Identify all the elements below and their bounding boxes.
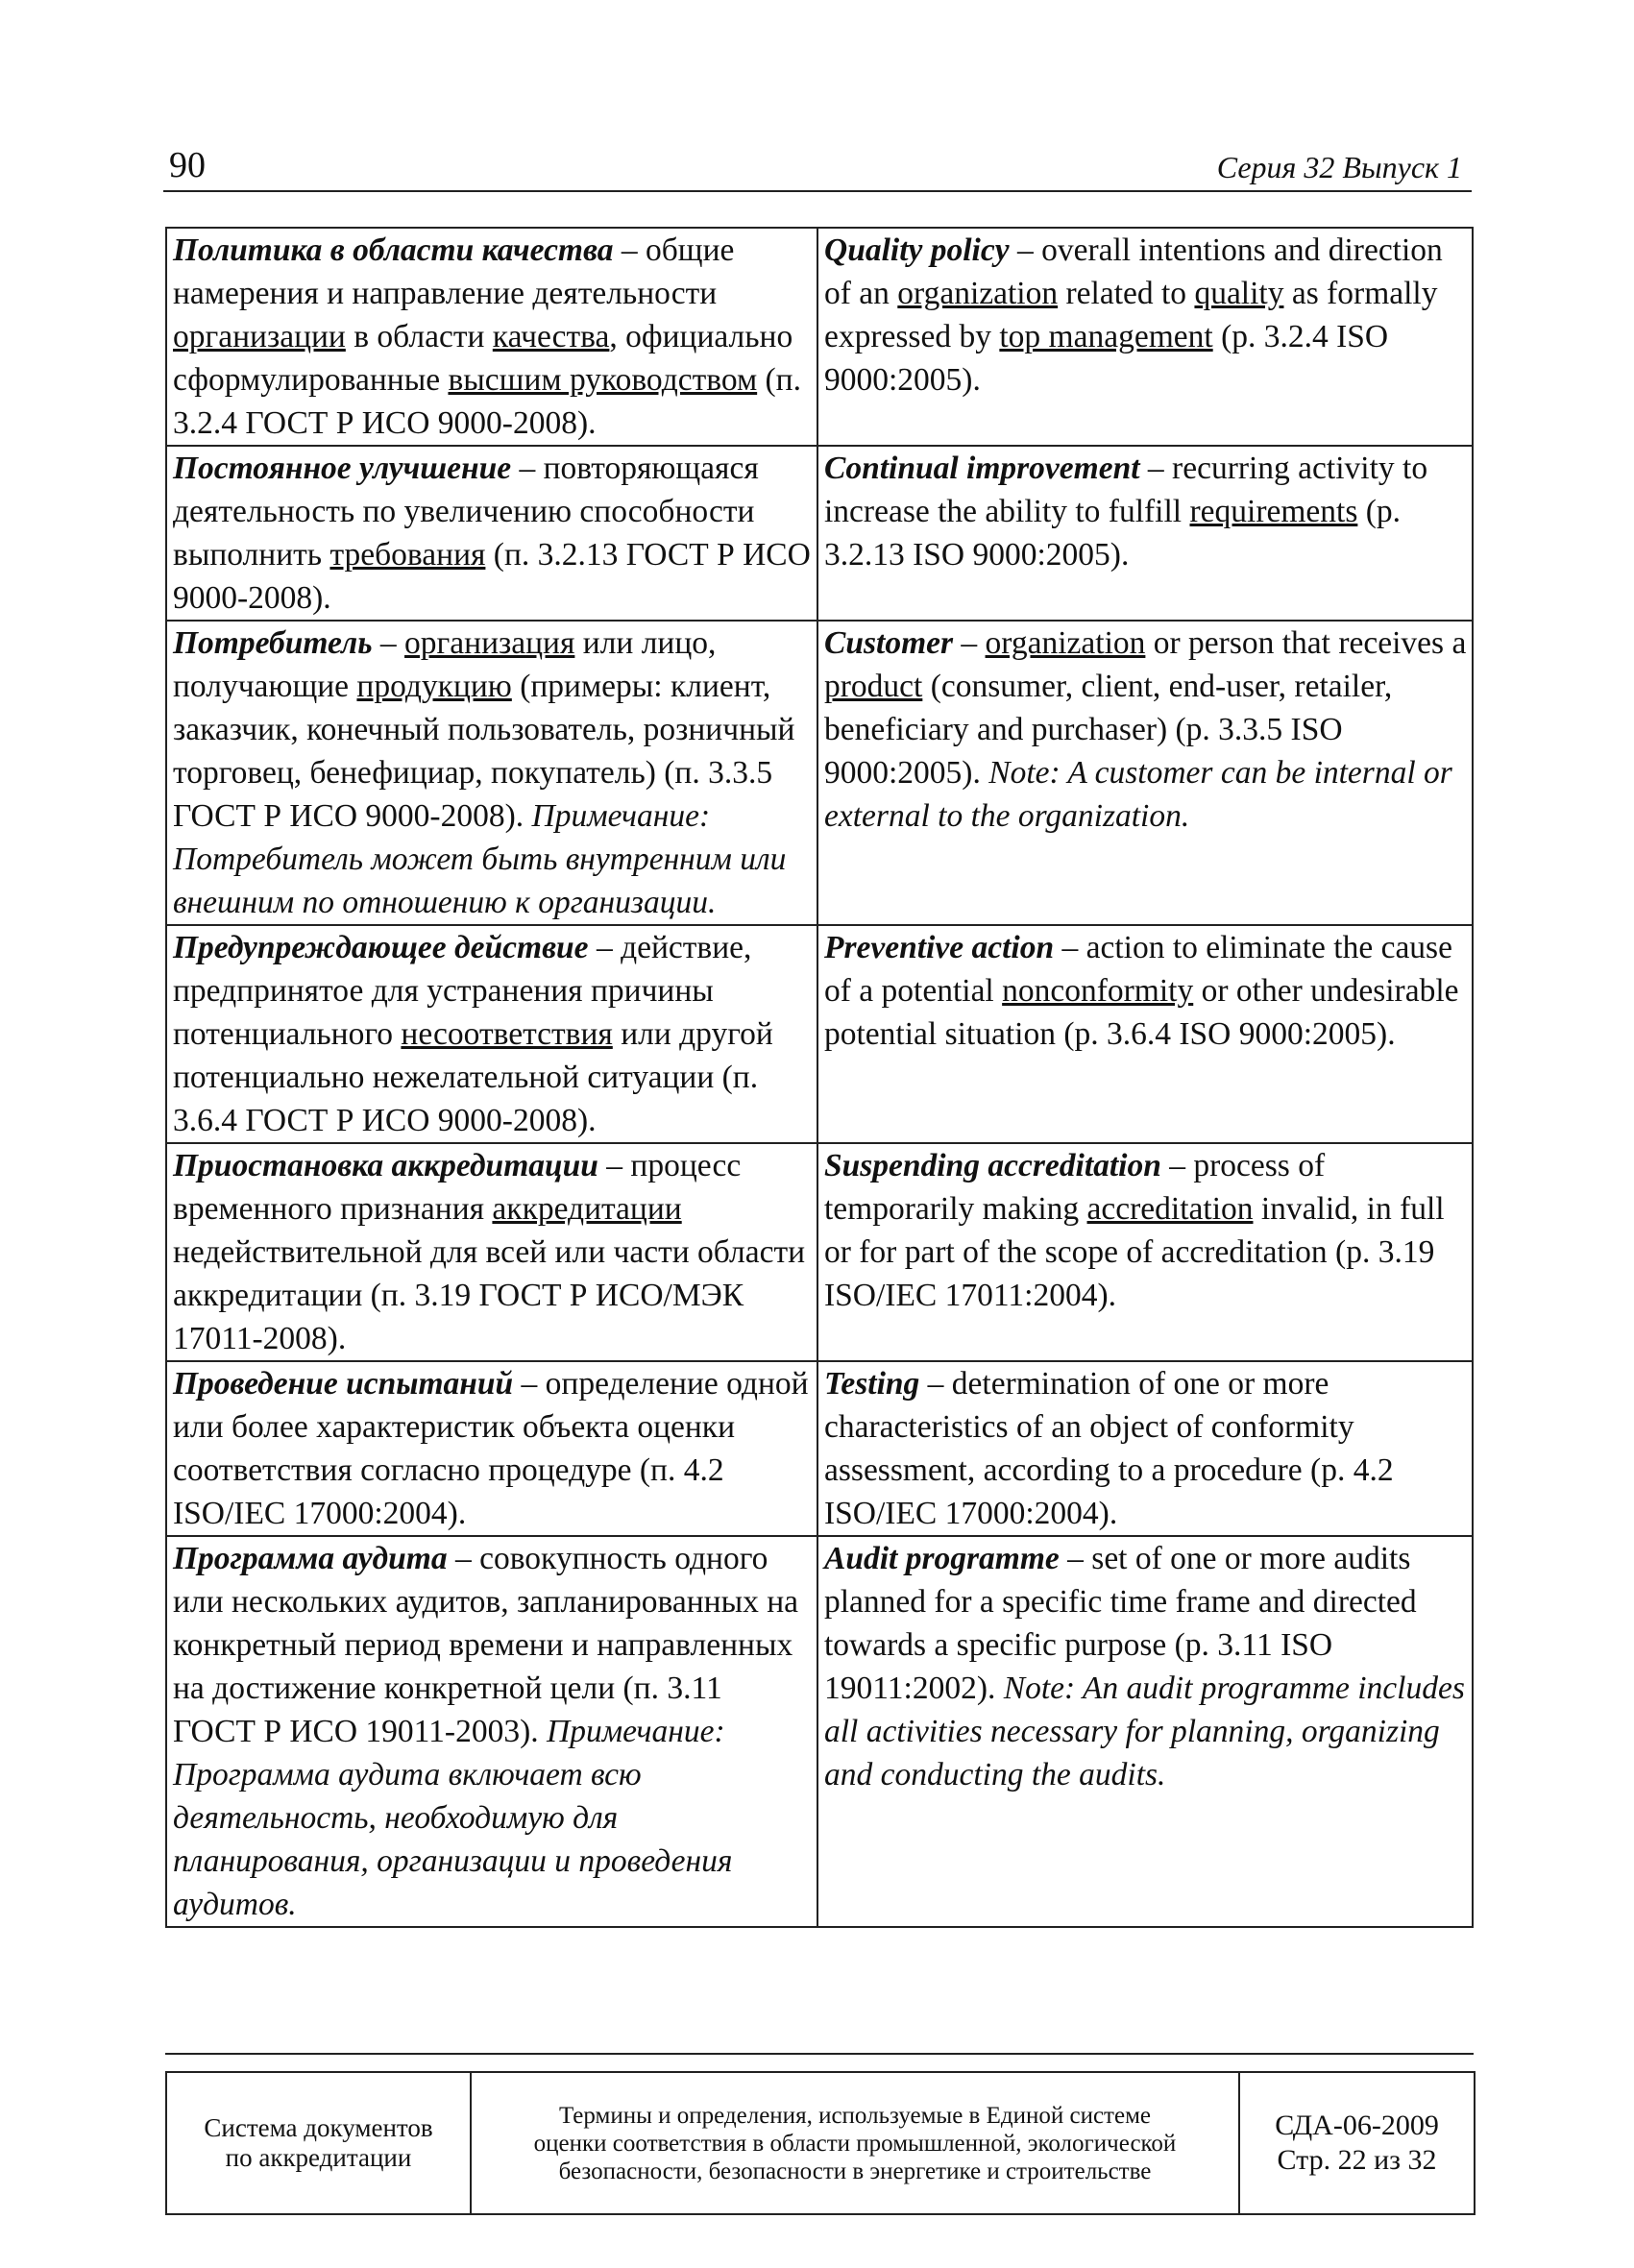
definition-text: – общие намерения и направление деятельности <box>173 232 735 311</box>
table-row <box>166 925 1473 1143</box>
term-name: Приостановка аккредитации <box>173 1148 598 1183</box>
term-reference: продукцию <box>356 669 512 704</box>
term-name: Preventive action <box>824 930 1055 965</box>
term-reference: organization <box>985 625 1146 661</box>
definition-text: , официально сформулированные <box>173 319 793 398</box>
term-reference: требования <box>329 537 486 573</box>
definition-text: as formally expressed by <box>824 276 1438 354</box>
term-reference: accreditation <box>1086 1191 1254 1227</box>
definition-cell-en <box>817 621 1473 925</box>
term-name: Постоянное улучшение <box>173 451 512 486</box>
definition-cell-ru <box>166 925 817 1143</box>
definition-text: – <box>953 625 986 661</box>
term-name: Continual improvement <box>824 451 1140 486</box>
definition-cell-en <box>817 1361 1473 1536</box>
term-name: Audit programme <box>824 1541 1060 1576</box>
terms-table <box>165 227 1474 1928</box>
definition-cell-ru <box>166 1143 817 1361</box>
page-number: 90 <box>169 145 206 185</box>
definition-text: – <box>372 625 405 661</box>
footer-mid-line-3: безопасности, безопасности в энергетике и строительстве <box>558 2158 1152 2184</box>
definition-text: – process of temporarily making <box>824 1148 1326 1227</box>
definition-text: в области <box>345 319 493 354</box>
definition-text: or person that receives a <box>1145 625 1467 661</box>
term-reference: качества <box>492 319 610 354</box>
table-row <box>166 1143 1473 1361</box>
footer-document-code <box>1239 2072 1475 2214</box>
term-name: Suspending accreditation <box>824 1148 1161 1183</box>
definition-text: – повторяющаяся деятельность по увеличению способности выполнить <box>173 451 759 573</box>
definition-text: or other undesirable potential situation (p. 3.6.4 ISO 9000:2005). <box>824 973 1459 1052</box>
definition-text: – overall intentions and direction of an <box>824 232 1443 311</box>
term-reference: nonconformity <box>1002 973 1194 1009</box>
definition-cell-ru <box>166 1536 817 1927</box>
term-reference: организации <box>173 319 346 354</box>
table-row <box>166 621 1473 925</box>
term-name: Customer <box>824 625 954 661</box>
table-bottom-rule <box>165 2053 1474 2055</box>
footer-document-title <box>471 2072 1239 2214</box>
definition-cell-ru <box>166 446 817 621</box>
term-name: Проведение испытаний <box>173 1366 514 1402</box>
definition-text: – определение одной или более характеристик объекта оценки соответствия согласно процедуре (п. 4.2 ISO/IEC 17000:2004). <box>173 1366 809 1531</box>
term-name: Предупреждающее действие <box>173 930 589 965</box>
series-title: Серия 32 Выпуск 1 <box>1216 150 1462 184</box>
term-name: Quality policy <box>824 232 1010 268</box>
definition-note: Note: An audit programme includes all activities necessary for planning, organizing and conducting the audits. <box>824 1671 1465 1792</box>
definition-text: (п. 3.2.4 ГОСТ Р ИСО 9000-2008). <box>173 362 801 441</box>
definition-text: – determination of one or more characteristics of an object of conformity assessment, according to a procedure (p. 4.2 ISO/IEC 17000:2004). <box>824 1366 1394 1531</box>
definition-text: – действие, предпринятое для устранения причины потенциального <box>173 930 752 1052</box>
footer-left-line-2: по аккредитации <box>225 2143 412 2172</box>
term-name: Политика в области качества <box>173 232 614 268</box>
term-reference: organization <box>897 276 1059 311</box>
term-reference: аккредитации <box>492 1191 682 1227</box>
footer-left-line-1: Система документов <box>204 2113 433 2142</box>
definition-text: (примеры: клиент, заказчик, конечный пользователь, розничный торговец, бенефициар, покупатель) (п. 3.3.5 ГОСТ Р ИСО 9000-2008). <box>173 669 795 834</box>
definition-cell-en <box>817 1536 1473 1927</box>
definition-text: или другой потенциально нежелательной ситуации (п. 3.6.4 ГОСТ Р ИСО 9000-2008). <box>173 1016 773 1138</box>
document-footer <box>165 2071 1475 2215</box>
definition-cell-en <box>817 446 1473 621</box>
table-row <box>166 446 1473 621</box>
definition-note: Note: A customer can be internal or external to the organization. <box>824 755 1452 834</box>
definition-text: (consumer, client, end-user, retailer, beneficiary and purchaser) (p. 3.3.5 ISO 9000:2005). <box>824 669 1393 791</box>
definition-text: – recurring activity to increase the ability to fulfill <box>824 451 1428 529</box>
term-reference: несоответствия <box>401 1016 613 1052</box>
page-header <box>163 142 1470 192</box>
definition-text: – совокупность одного или нескольких аудитов, запланированных на конкретный период времени и направленных на достижение конкретной цели (п. 3.11 ГОСТ Р ИСО 19011-2003). <box>173 1541 799 1749</box>
term-reference: top management <box>999 319 1213 354</box>
term-name: Потребитель <box>173 625 373 661</box>
definition-cell-ru <box>166 228 817 446</box>
definition-text: (п. 3.2.13 ГОСТ Р ИСО 9000-2008). <box>173 537 811 616</box>
definition-cell-en <box>817 1143 1473 1361</box>
header-divider <box>163 190 1472 192</box>
term-name: Testing <box>824 1366 920 1402</box>
table-row <box>166 1361 1473 1536</box>
definition-note: Примечание: Программа аудита включает всю деятельность, необходимую для планирования, организации и проведения аудитов. <box>173 1714 733 1922</box>
definition-text: недействительной для всей или части области аккредитации (п. 3.19 ГОСТ Р ИСО/МЭК 17011-2008). <box>173 1234 806 1356</box>
footer-mid-line-2: оценки соответствия в области промышленной, экологической <box>533 2130 1177 2157</box>
definition-cell-ru <box>166 1361 817 1536</box>
terms-table-body <box>166 228 1473 1927</box>
definition-text: (p. 3.2.4 ISO 9000:2005). <box>824 319 1389 398</box>
definition-text: – action to eliminate the cause of a potential <box>824 930 1452 1009</box>
footer-page-info: Стр. 22 из 32 <box>1277 2144 1437 2176</box>
definition-text: (p. 3.2.13 ISO 9000:2005). <box>824 494 1402 573</box>
definition-cell-en <box>817 925 1473 1143</box>
term-name: Программа аудита <box>173 1541 448 1576</box>
term-reference: высшим руководством <box>448 362 758 398</box>
definition-text: или лицо, получающие <box>173 625 717 704</box>
definition-note: Примечание: Потребитель может быть внутренним или внешним по отношению к организации. <box>173 798 787 920</box>
definition-text: – процесс временного признания <box>173 1148 742 1227</box>
term-reference: requirements <box>1189 494 1358 529</box>
footer-doc-id: СДА-06-2009 <box>1275 2109 1439 2141</box>
term-reference: организация <box>404 625 575 661</box>
term-reference: product <box>824 669 923 704</box>
table-row <box>166 228 1473 446</box>
definition-text: – set of one or more audits planned for a specific time frame and directed towards a specific purpose (p. 3.11 ISO 19011:2002). <box>824 1541 1417 1706</box>
footer-mid-line-1: Термины и определения, используемые в Единой системе <box>558 2102 1151 2129</box>
table-row <box>166 1536 1473 1927</box>
definition-cell-ru <box>166 621 817 925</box>
footer-system-name <box>166 2072 471 2214</box>
term-reference: quality <box>1194 276 1284 311</box>
definition-cell-en <box>817 228 1473 446</box>
definition-text: invalid, in full or for part of the scope of accreditation (p. 3.19 ISO/IEC 17011:2004). <box>824 1191 1445 1313</box>
definition-text: related to <box>1058 276 1195 311</box>
